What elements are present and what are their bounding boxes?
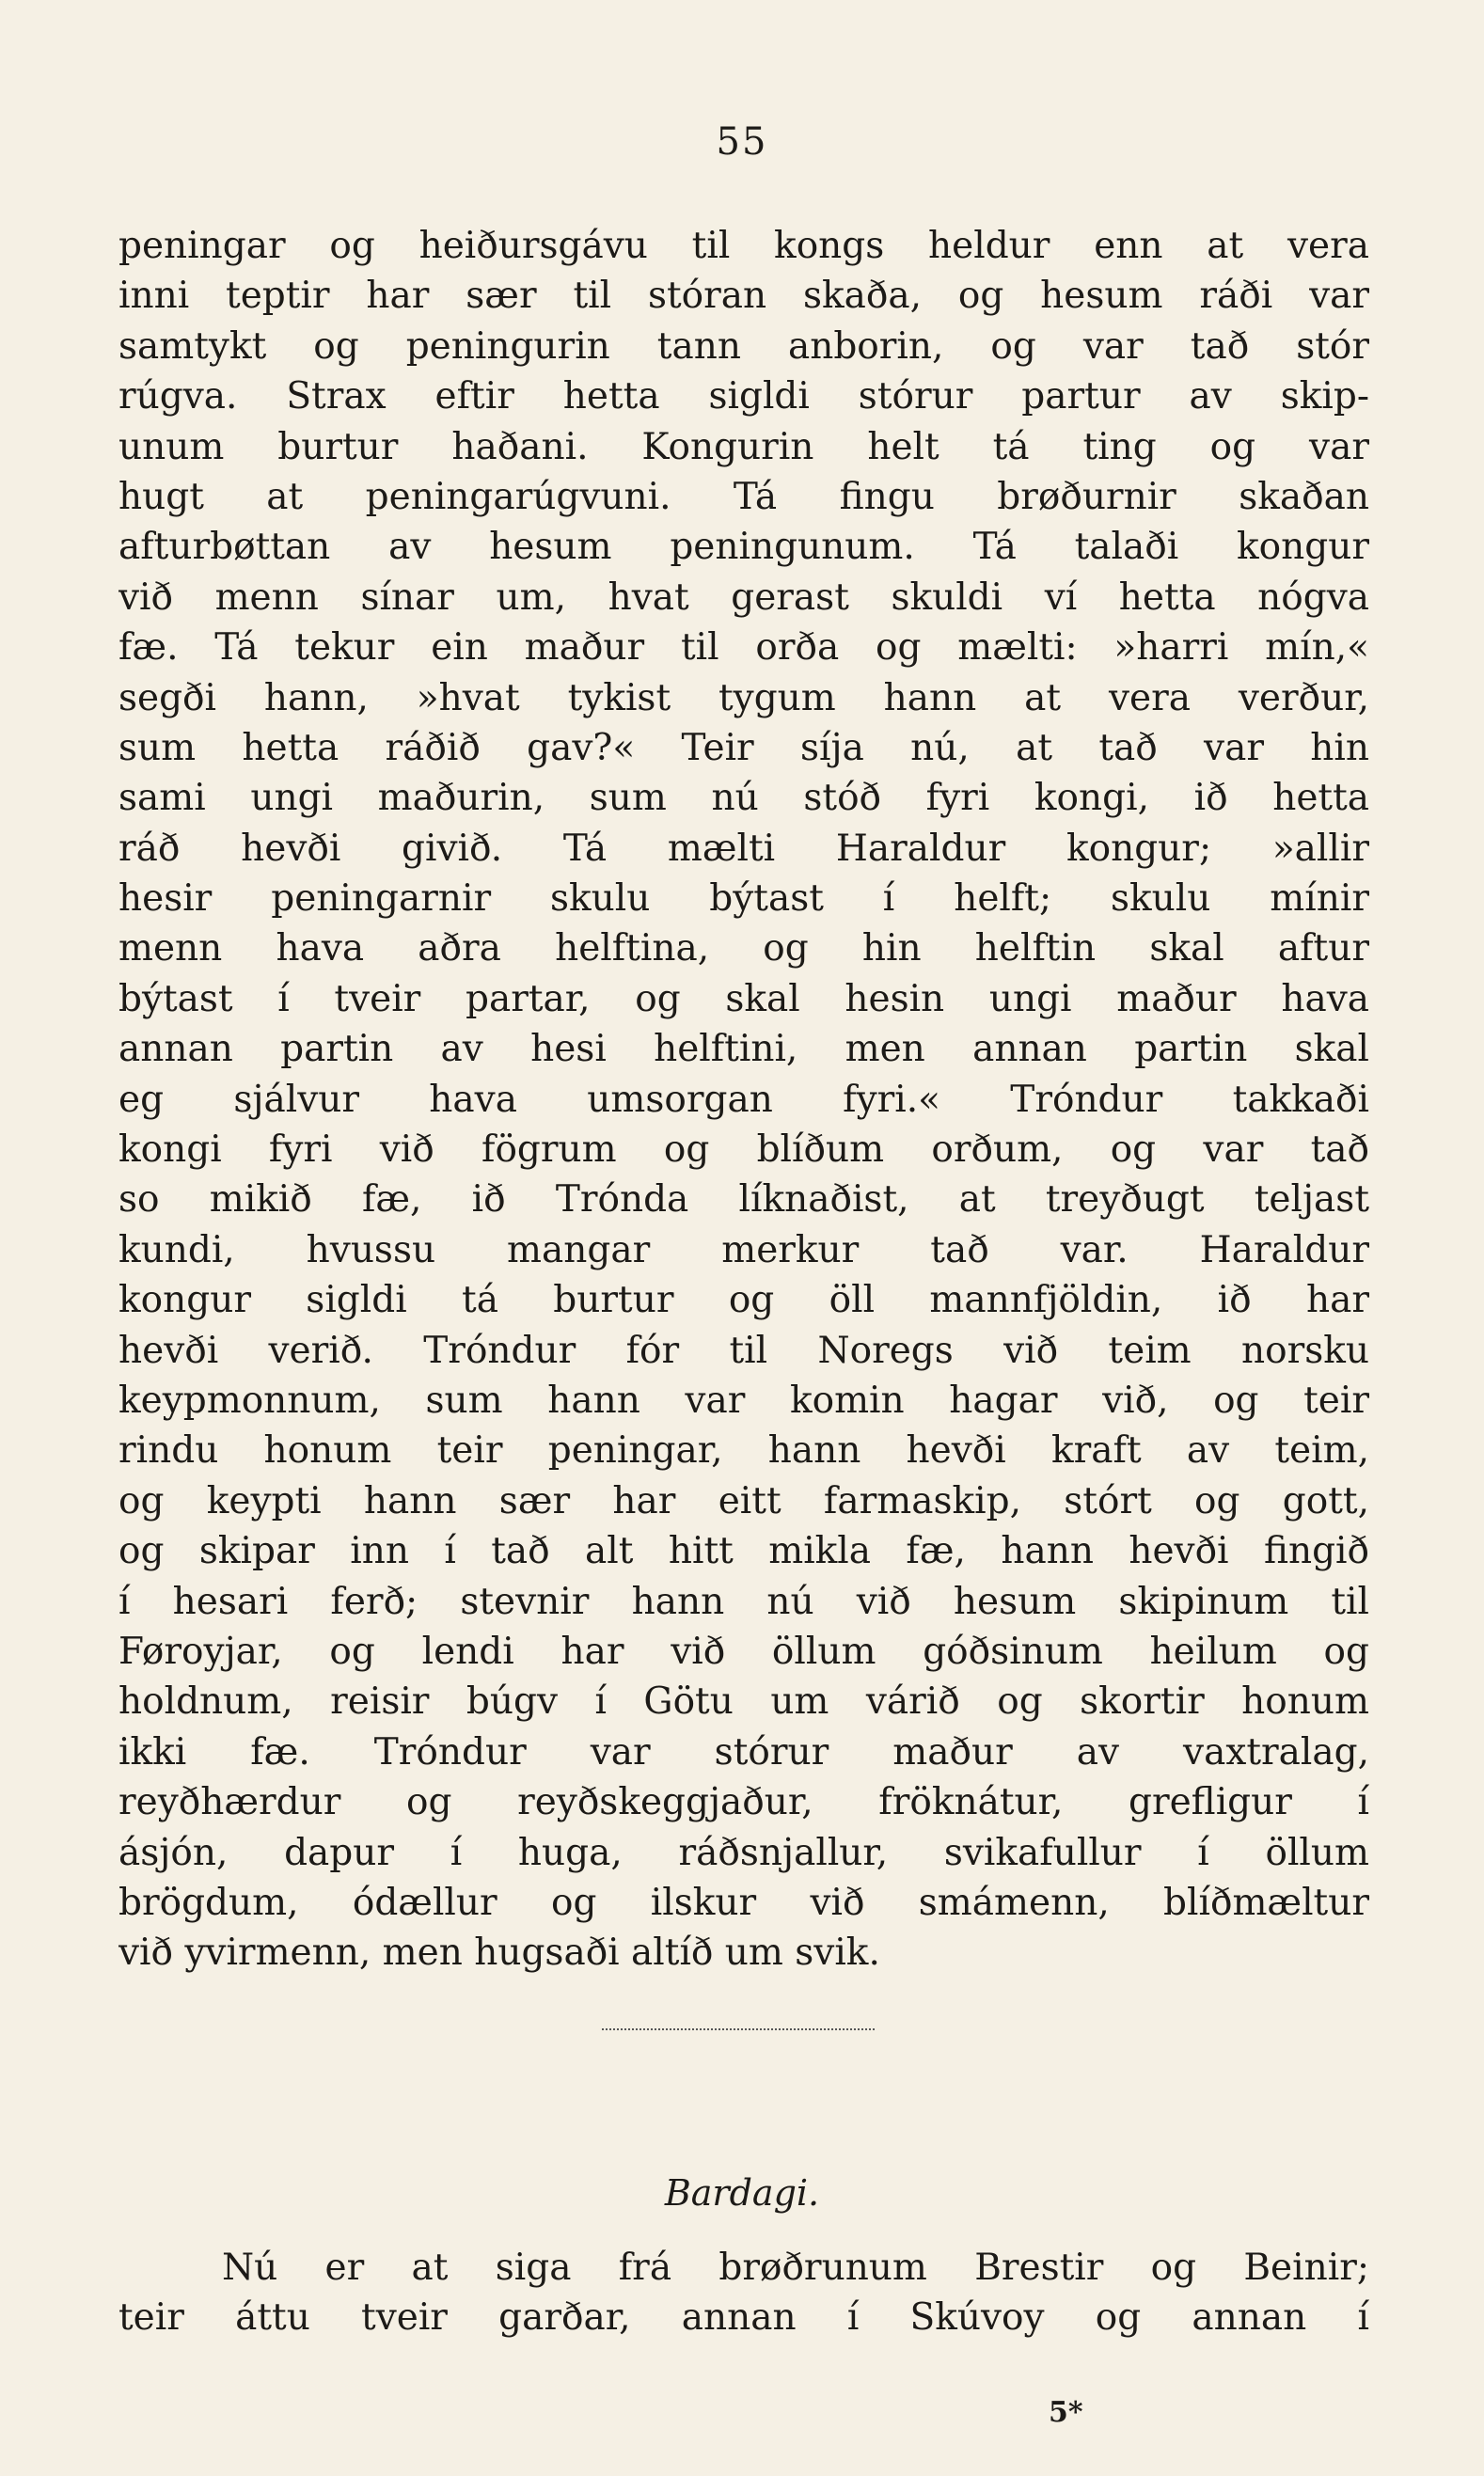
text-line: ikki fæ. Tróndur var stórur maður av vaxtralag,	[118, 1730, 1369, 1774]
text-line: við menn sínar um, hvat gerast skuldi ví hetta nógva	[118, 576, 1369, 619]
text-line: samtykt og peningurin tann anborin, og var tað stór	[118, 324, 1369, 368]
section-text-line: teir áttu tveir garðar, annan í Skúvoy og annan í	[118, 2296, 1369, 2340]
text-line: kongi fyri við fögrum og blíðum orðum, og var tað	[118, 1128, 1369, 1172]
text-line: býtast í tveir partar, og skal hesin ungi maður hava	[118, 977, 1369, 1020]
text-line: ráð hevði givið. Tá mælti Haraldur kongur; »allir	[118, 827, 1369, 870]
body-text	[118, 221, 1369, 1979]
section-heading: Bardagi.	[664, 2172, 820, 2214]
text-line: inni teptir har sær til stóran skaða, og hesum ráði var	[118, 275, 1369, 318]
section-text	[118, 2243, 1369, 2343]
signature-mark: 5*	[1049, 2396, 1083, 2429]
text-line: eg sjálvur hava umsorgan fyri.« Tróndur takkaði	[118, 1078, 1369, 1121]
text-line: segði hann, »hvat tykist tygum hann at vera verður,	[118, 676, 1369, 719]
text-line: kongur sigldi tá burtur og öll mannfjöldin, ið har	[118, 1279, 1369, 1322]
text-line: rindu honum teir peningar, hann hevði kraft av teim,	[118, 1429, 1369, 1473]
text-line: í hesari ferð; stevnir hann nú við hesum skipinum til	[118, 1580, 1369, 1623]
text-line: kundi, hvussu mangar merkur tað var. Haraldur	[118, 1228, 1369, 1271]
text-line: við yvirmenn, men hugsaði altíð um svik.	[118, 1932, 880, 1975]
section-text-line: Nú er at siga frá brøðrunum Brestir og Beinir;	[222, 2247, 1369, 2289]
text-line: fæ. Tá tekur ein maður til orða og mælti: »harri mín,«	[118, 626, 1369, 670]
text-line: peningar og heiðursgávu til kongs heldur enn at vera	[118, 225, 1369, 267]
text-line: brögdum, ódællur og ilskur við smámenn, blíðmæltur	[118, 1881, 1369, 1924]
page-number: 55	[716, 120, 768, 164]
text-line: sum hetta ráðið gav?« Teir síja nú, at tað var hin	[118, 726, 1369, 769]
text-line: unum burtur haðani. Kongurin helt tá ting og var	[118, 425, 1369, 468]
text-line: afturbøttan av hesum peningunum. Tá talaði kongur	[118, 526, 1369, 569]
text-line: so mikið fæ, ið Trónda líknaðist, at treyðugt teljast	[118, 1178, 1369, 1222]
text-line: keypmonnum, sum hann var komin hagar við, og teir	[118, 1379, 1369, 1422]
text-line: rúgva. Strax eftir hetta sigldi stórur partur av skip-	[118, 375, 1369, 418]
text-line: og skipar inn í tað alt hitt mikla fæ, hann hevði fingið	[118, 1530, 1369, 1573]
text-line: og keypti hann sær har eitt farmaskip, stórt og gott,	[118, 1479, 1369, 1522]
text-line: Føroyjar, og lendi har við öllum góðsinum heilum og	[118, 1630, 1369, 1673]
text-line: ásjón, dapur í huga, ráðsnjallur, svikafullur í öllum	[118, 1831, 1369, 1874]
text-line: hevði verið. Tróndur fór til Noregs við teim norsku	[118, 1329, 1369, 1372]
section-divider	[602, 2028, 875, 2030]
text-line: reyðhærdur og reyðskeggjaður, fröknátur, grefligur í	[118, 1781, 1369, 1824]
text-line: holdnum, reisir búgv í Götu um várið og skortir honum	[118, 1680, 1369, 1724]
text-line: sami ungi maðurin, sum nú stóð fyri kongi, ið hetta	[118, 777, 1369, 820]
text-line: hugt at peningarúgvuni. Tá fingu brøðurnir skaðan	[118, 475, 1369, 518]
text-line: hesir peningarnir skulu býtast í helft; skulu mínir	[118, 877, 1369, 921]
text-line: menn hava aðra helftina, og hin helftin skal aftur	[118, 927, 1369, 970]
text-line: annan partin av hesi helftini, men annan partin skal	[118, 1028, 1369, 1071]
